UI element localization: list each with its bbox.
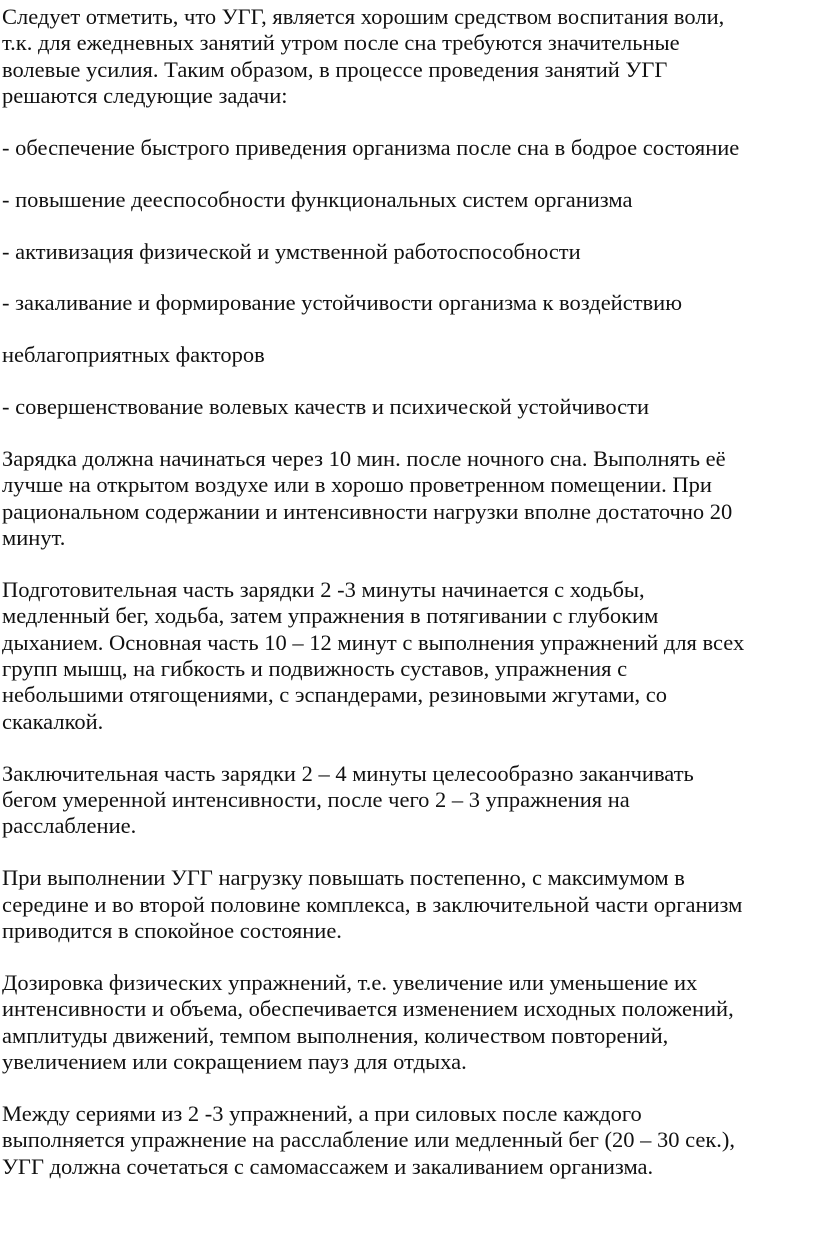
text-line: медленный бег, ходьба, затем упражнения в потягивании с глубоким	[2, 603, 659, 629]
text-line: Заключительная часть зарядки 2 – 4 минуты целесообразно заканчивать	[2, 760, 694, 786]
text-line: дыханием. Основная часть 10 – 12 минут с выполнения упражнений для всех	[2, 629, 745, 655]
text-line: скакалкой.	[2, 708, 104, 734]
text-line: - совершенствование волевых качеств и психической устойчивости	[2, 394, 649, 419]
text-line: решаются следующие задачи:	[2, 83, 288, 109]
text-line: групп мышц, на гибкость и подвижность суставов, упражнения с	[2, 656, 628, 681]
text-line: приводится в спокойное состояние.	[2, 918, 342, 943]
text-line: Зарядка должна начинаться через 10 мин. после ночного сна. Выполнять её	[2, 445, 726, 471]
text-line: середине и во второй половине комплекса, в заключительной части организм	[2, 891, 743, 917]
text-line: Между сериями из 2 -3 упражнений, а при силовых после каждого	[2, 1100, 642, 1126]
text-line: волевые усилия. Таким образом, в процессе проведения занятий УГГ	[2, 56, 668, 82]
text-line: Подготовительная часть зарядки 2 -3 минуты начинается с ходьбы,	[2, 576, 645, 602]
text-line: бегом умеренной интенсивности, после чего 2 – 3 упражнения на	[2, 787, 630, 812]
text-line: рациональном содержании и интенсивности нагрузки вполне достаточно 20	[2, 498, 733, 524]
text-line: - обеспечение быстрого приведения организма после сна в бодрое состояние	[2, 135, 740, 160]
text-line: минут.	[2, 525, 66, 550]
text-line: т.к. для ежедневных занятий утром после сна требуются значительные	[2, 30, 680, 56]
text-line: увеличением или сокращением пауз для отдыха.	[2, 1049, 467, 1074]
text-line: небольшими отягощениями, с эспандерами, резиновыми жгутами, со	[2, 682, 668, 708]
text-line: расслабление.	[2, 813, 137, 839]
text-line: лучше на открытом воздухе или в хорошо проветренном помещении. При	[2, 472, 712, 498]
text-line: Следует отметить, что УГГ, является хорошим средством воспитания воли,	[2, 4, 725, 29]
text-line: - закаливание и формирование устойчивости организма к воздействию	[2, 290, 683, 316]
text-line: - повышение дееспособности функциональных систем организма	[2, 186, 633, 212]
text-line: УГГ должна сочетаться с самомассажем и закаливанием организма.	[2, 1153, 654, 1179]
text-line: выполняется упражнение на расслабление или медленный бег (20 – 30 сек.),	[2, 1127, 735, 1153]
text-line: Дозировка физических упражнений, т.е. увеличение или уменьшение их	[2, 969, 698, 995]
text-line: При выполнении УГГ нагрузку повышать постепенно, с максимумом в	[2, 865, 685, 891]
text-line: - активизация физической и умственной работоспособности	[2, 238, 581, 264]
text-line: неблагоприятных факторов	[2, 342, 265, 368]
text-line: амплитуды движений, темпом выполнения, количеством повторений,	[2, 1022, 669, 1048]
text-line: интенсивности и объема, обеспечивается изменением исходных положений,	[2, 996, 734, 1022]
